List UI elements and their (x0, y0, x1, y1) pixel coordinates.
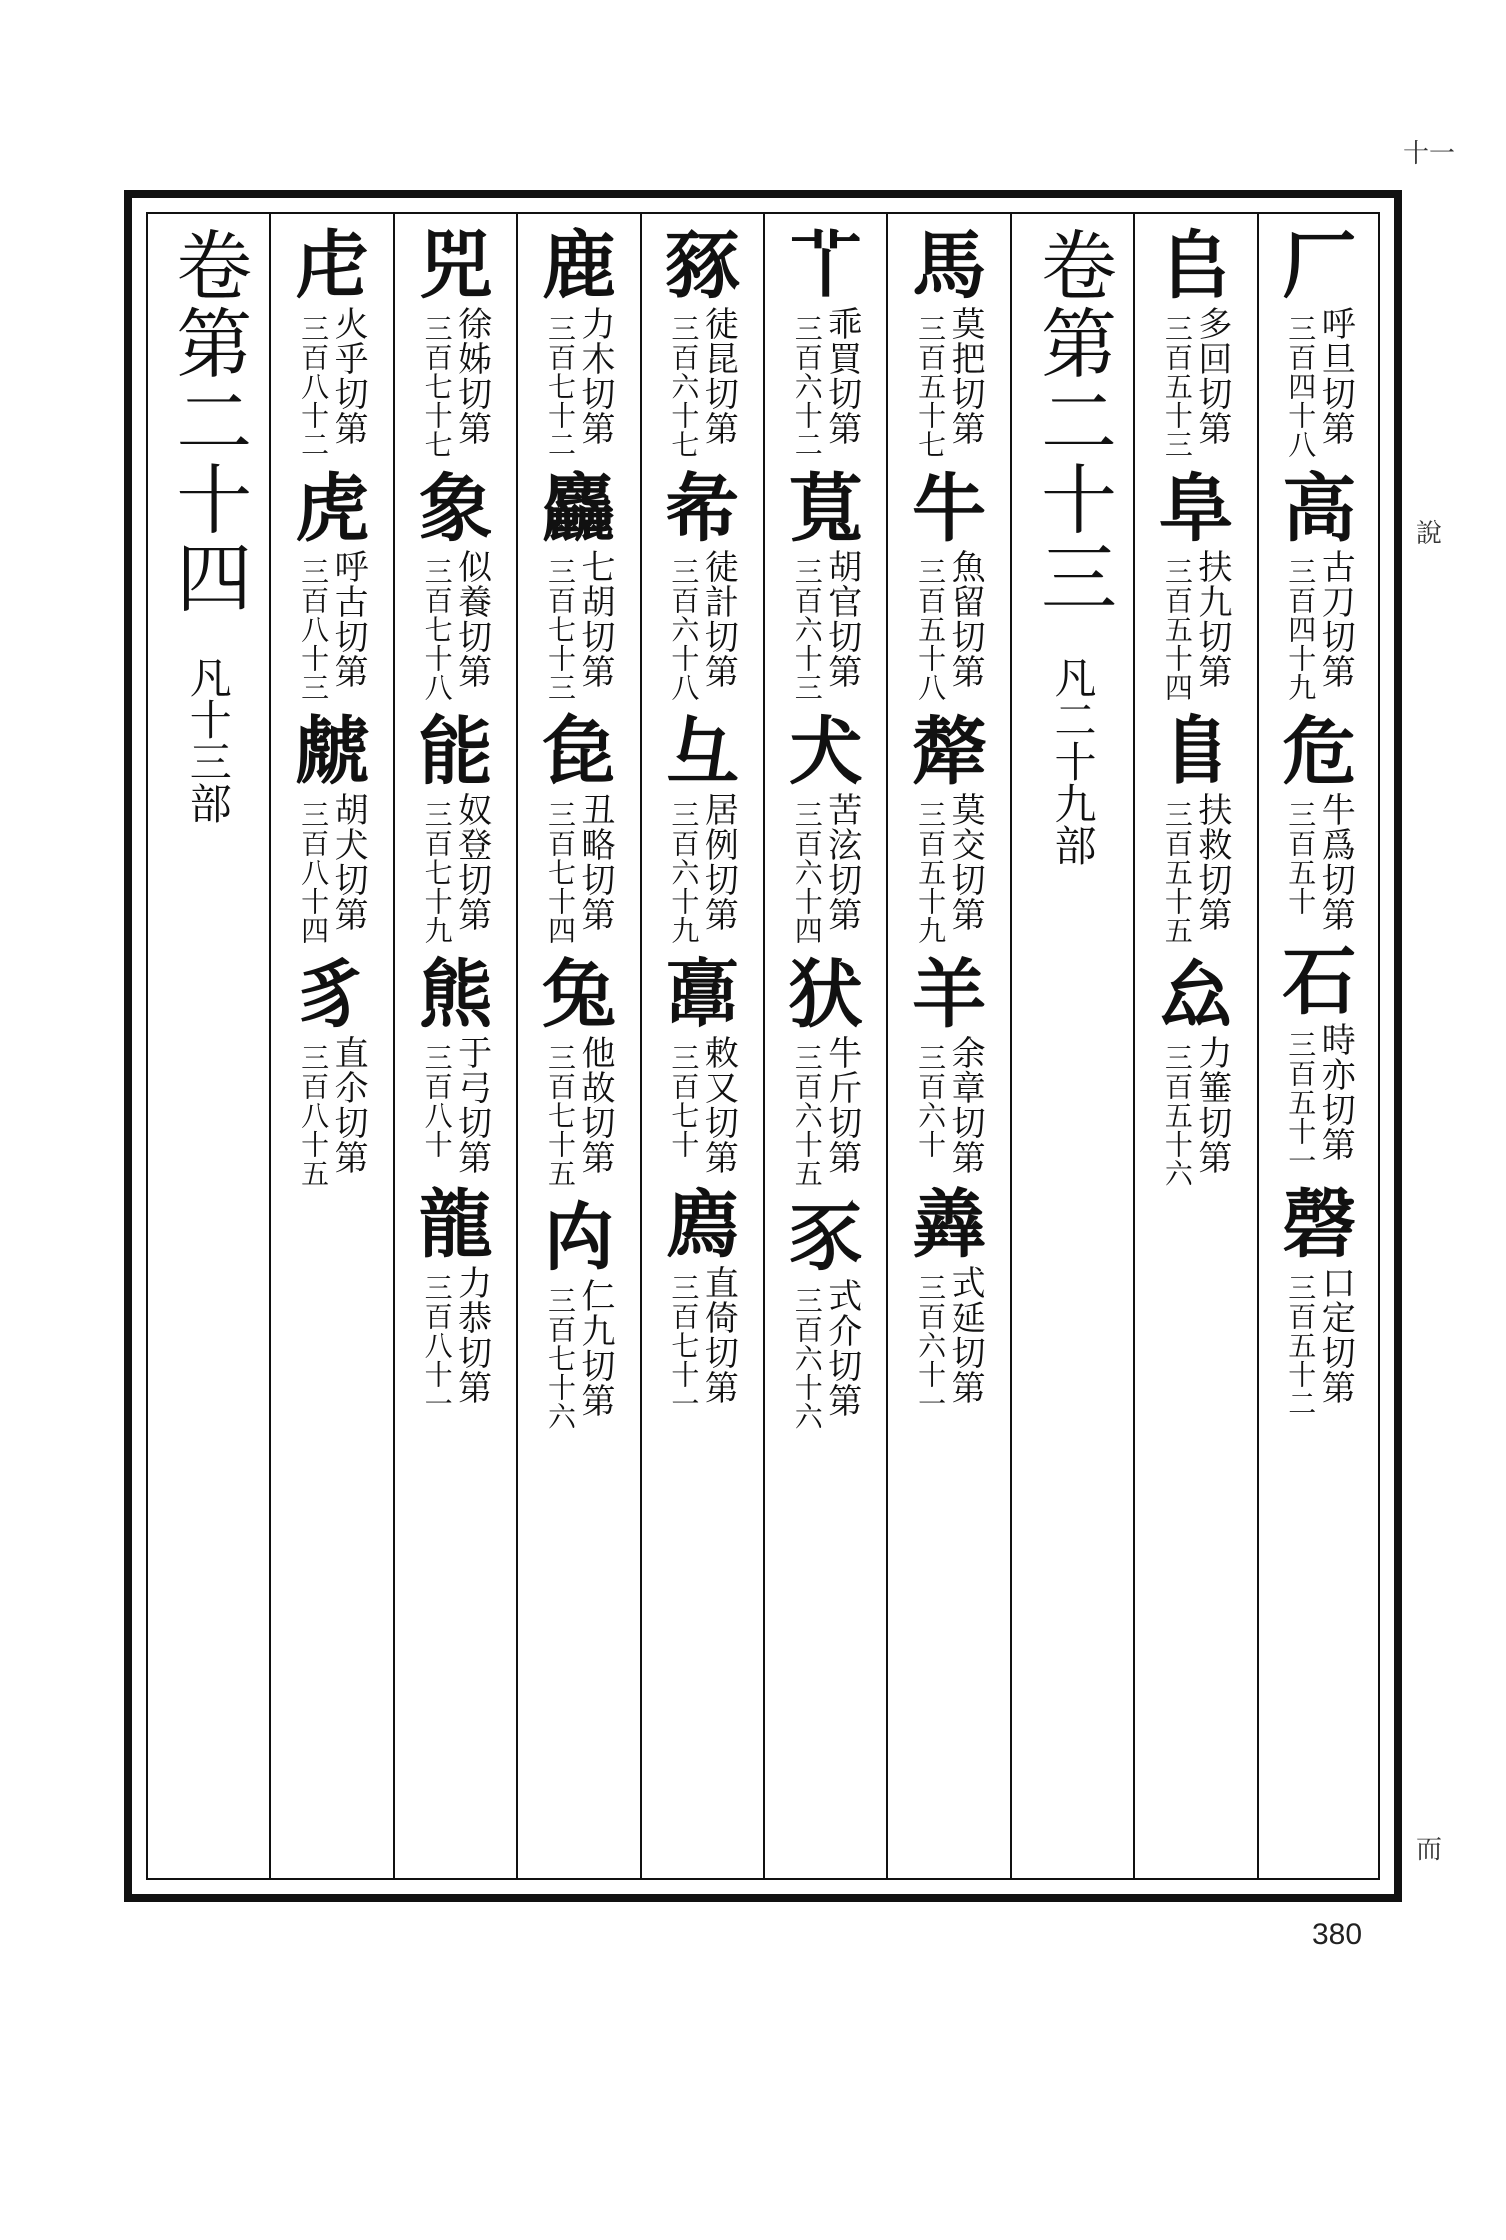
radical-column (640, 212, 763, 1880)
volume-radical-count: 凡十三部 (183, 656, 233, 824)
radical-entry (912, 1182, 987, 1418)
radical-ordinal: 三百六十二 (790, 314, 824, 459)
radical-ordinal: 三百五十八 (914, 557, 948, 702)
radical-annotation (914, 549, 984, 702)
fanqie-reading: 似養切第 (451, 549, 492, 689)
radical-character: 牛 (912, 466, 987, 552)
radical-character: 廌 (665, 1182, 740, 1268)
fanqie-reading: 于弓切第 (451, 1035, 492, 1175)
radical-annotation (1284, 306, 1354, 459)
radical-ordinal: 三百八十三 (297, 557, 331, 702)
radical-ordinal: 三百七十六 (543, 1286, 577, 1431)
radical-entry (418, 223, 493, 459)
radical-entry (1158, 952, 1233, 1188)
fanqie-reading: 奴登切第 (451, 792, 492, 932)
radical-character: 㲋 (541, 709, 616, 795)
radical-entry (788, 709, 863, 945)
radical-ordinal: 三百五十二 (1284, 1273, 1318, 1418)
radical-annotation (544, 1035, 614, 1188)
fanqie-reading: 力箠切第 (1191, 1035, 1232, 1175)
radical-annotation (791, 1035, 861, 1188)
radical-ordinal: 三百七十四 (543, 800, 577, 945)
radical-entry (295, 952, 370, 1188)
radical-annotation (791, 1278, 861, 1431)
fanqie-reading: 丑略切第 (574, 792, 615, 932)
radical-entry (418, 709, 493, 945)
radical-column (516, 212, 639, 1880)
edge-mark-bottom: 而 (1415, 1835, 1442, 1865)
radical-column (886, 212, 1009, 1880)
radical-ordinal: 三百五十三 (1160, 314, 1194, 459)
radical-annotation (1284, 549, 1354, 702)
radical-character: 豸 (295, 952, 370, 1038)
fanqie-reading: 莫交切第 (945, 792, 986, 932)
radical-character: 𠂤 (1158, 223, 1233, 309)
fanqie-reading: 居例切第 (698, 792, 739, 932)
radical-entry (418, 952, 493, 1175)
radical-annotation (914, 306, 984, 459)
radical-character: 虍 (295, 223, 370, 309)
radical-ordinal: 三百五十六 (1160, 1043, 1194, 1188)
fanqie-reading: 魚留切第 (945, 549, 986, 689)
volume-header-column (146, 212, 269, 1880)
radical-column (1133, 212, 1256, 1880)
radical-annotation (667, 549, 737, 702)
fanqie-reading: 直倚切第 (698, 1265, 739, 1405)
radical-ordinal: 三百五十一 (1284, 1030, 1318, 1175)
radical-entry (541, 223, 616, 459)
radical-entry (541, 466, 616, 702)
edge-mark-middle: 說 (1415, 519, 1442, 549)
radical-character: 鹿 (541, 223, 616, 309)
fanqie-reading: 徒昆切第 (698, 306, 739, 446)
radical-ordinal: 三百六十一 (914, 1273, 948, 1418)
radical-entry (1282, 939, 1357, 1175)
radical-annotation (421, 1265, 491, 1418)
radical-ordinal: 三百六十九 (667, 800, 701, 945)
radical-entry (912, 709, 987, 945)
volume-title: 卷第二十三 (1028, 226, 1118, 616)
radical-annotation (1161, 792, 1231, 945)
radical-annotation (1284, 1265, 1354, 1418)
radical-annotation (914, 1265, 984, 1418)
radical-column (1257, 212, 1380, 1880)
radical-character: 阜 (1158, 466, 1233, 552)
radical-entry (295, 466, 370, 702)
radical-character: 象 (418, 466, 493, 552)
fanqie-reading: 牛斤切第 (821, 1035, 862, 1175)
radical-entry (788, 1195, 863, 1431)
radical-ordinal: 三百四十八 (1284, 314, 1318, 459)
radical-ordinal: 三百八十 (420, 1043, 454, 1159)
edge-mark-top: 十一 (1402, 139, 1455, 169)
radical-index-columns (146, 212, 1380, 1880)
radical-annotation (297, 792, 367, 945)
radical-entry (665, 1182, 740, 1418)
fanqie-reading: 直尒切第 (328, 1035, 369, 1175)
radical-ordinal: 三百六十五 (790, 1043, 824, 1188)
radical-ordinal: 三百五十五 (1160, 800, 1194, 945)
fanqie-reading: 徐姊切第 (451, 306, 492, 446)
radical-column (393, 212, 516, 1880)
fanqie-reading: 力木切第 (574, 306, 615, 446)
radical-annotation (1161, 549, 1231, 702)
fanqie-reading: 胡官切第 (821, 549, 862, 689)
fanqie-reading: 扶九切第 (1191, 549, 1232, 689)
fanqie-reading: 莫把切第 (945, 306, 986, 446)
radical-entry (295, 709, 370, 945)
radical-character: 禸 (541, 1195, 616, 1281)
radical-ordinal: 三百七十二 (543, 314, 577, 459)
fanqie-reading: 余章切第 (945, 1035, 986, 1175)
radical-ordinal: 三百八十四 (297, 800, 331, 945)
radical-entry (418, 466, 493, 702)
fanqie-reading: 仁九切第 (574, 1278, 615, 1418)
fanqie-reading: 古刀切第 (1315, 549, 1356, 689)
radical-annotation (1161, 306, 1231, 459)
radical-ordinal: 三百五十九 (914, 800, 948, 945)
radical-entry (418, 1182, 493, 1418)
radical-character: 麤 (541, 466, 616, 552)
fanqie-reading: 式延切第 (945, 1265, 986, 1405)
radical-annotation (421, 1035, 491, 1175)
radical-entry (1282, 709, 1357, 932)
radical-ordinal: 三百六十 (914, 1043, 948, 1159)
fanqie-reading: 呼古切第 (328, 549, 369, 689)
radical-ordinal: 三百五十 (1284, 800, 1318, 916)
radical-annotation (914, 792, 984, 945)
radical-annotation (667, 1265, 737, 1418)
radical-character: 羊 (912, 952, 987, 1038)
radical-annotation (1284, 1022, 1354, 1175)
radical-entry (912, 952, 987, 1175)
radical-ordinal: 三百七十七 (420, 314, 454, 459)
radical-entry (788, 466, 863, 702)
fanqie-reading: 式介切第 (821, 1278, 862, 1418)
radical-ordinal: 三百六十三 (790, 557, 824, 702)
radical-annotation (297, 306, 367, 459)
page-number: 380 (1312, 1918, 1363, 1951)
radical-column (269, 212, 392, 1880)
radical-ordinal: 三百八十一 (420, 1273, 454, 1418)
radical-entry (665, 466, 740, 702)
radical-entry (665, 223, 740, 459)
fanqie-reading: 火乎切第 (328, 306, 369, 446)
fanqie-reading: 苦泫切第 (821, 792, 862, 932)
fanqie-reading: 徒計切第 (698, 549, 739, 689)
radical-entry (912, 223, 987, 459)
radical-character: 彑 (665, 709, 740, 795)
radical-entry (541, 1195, 616, 1431)
radical-entry (541, 709, 616, 945)
radical-character: 犛 (912, 709, 987, 795)
radical-annotation (297, 1035, 367, 1188)
radical-ordinal: 三百五十七 (914, 314, 948, 459)
radical-ordinal: 三百七十八 (420, 557, 454, 702)
radical-column (763, 212, 886, 1880)
radical-character: 石 (1282, 939, 1357, 1025)
radical-ordinal: 三百六十六 (790, 1286, 824, 1431)
radical-character: 𨸏 (1158, 709, 1233, 795)
fanqie-reading: 胡犬切第 (328, 792, 369, 932)
radical-ordinal: 三百七十一 (667, 1273, 701, 1418)
radical-ordinal: 三百四十九 (1284, 557, 1318, 702)
radical-entry (1282, 223, 1357, 459)
radical-character: 磬 (1282, 1182, 1357, 1268)
radical-entry (295, 223, 370, 459)
radical-ordinal: 三百六十七 (667, 314, 701, 459)
radical-character: 萈 (788, 466, 863, 552)
radical-character: 㣇 (665, 466, 740, 552)
radical-character: 豩 (665, 223, 740, 309)
radical-character: 厽 (1158, 952, 1233, 1038)
fanqie-reading: 多回切第 (1191, 306, 1232, 446)
radical-character: 危 (1282, 709, 1357, 795)
radical-annotation (791, 792, 861, 945)
radical-entry (1282, 1182, 1357, 1418)
radical-annotation (544, 1278, 614, 1431)
volume-radical-count: 凡二十九部 (1048, 656, 1098, 866)
radical-entry (912, 466, 987, 702)
radical-character: 高 (1282, 466, 1357, 552)
radical-entry (788, 952, 863, 1188)
radical-entry (665, 709, 740, 945)
radical-entry (1158, 466, 1233, 702)
radical-ordinal: 三百七十 (667, 1043, 701, 1159)
radical-annotation (421, 549, 491, 702)
radical-entry (1158, 709, 1233, 945)
radical-character: 兕 (418, 223, 493, 309)
radical-ordinal: 三百六十四 (790, 800, 824, 945)
radical-annotation (791, 549, 861, 702)
radical-character: 𦫳 (788, 223, 863, 309)
volume-header-column (1010, 212, 1133, 1880)
radical-annotation (1284, 792, 1354, 932)
radical-ordinal: 三百七十九 (420, 800, 454, 945)
radical-character: 兔 (541, 952, 616, 1038)
radical-ordinal: 三百七十三 (543, 557, 577, 702)
radical-character: 虎 (295, 466, 370, 552)
radical-character: 熊 (418, 952, 493, 1038)
radical-entry (1282, 466, 1357, 702)
radical-annotation (421, 792, 491, 945)
radical-ordinal: 三百八十二 (297, 314, 331, 459)
radical-character: 𩫖 (665, 952, 740, 1038)
radical-annotation (667, 1035, 737, 1175)
radical-entry (541, 952, 616, 1188)
fanqie-reading: 扶救切第 (1191, 792, 1232, 932)
fanqie-reading: 乖買切第 (821, 306, 862, 446)
radical-annotation (544, 792, 614, 945)
fanqie-reading: 力恭切第 (451, 1265, 492, 1405)
radical-entry (665, 952, 740, 1175)
radical-annotation (791, 306, 861, 459)
radical-annotation (544, 549, 614, 702)
radical-character: 厂 (1282, 223, 1357, 309)
radical-character: 犾 (788, 952, 863, 1038)
radical-annotation (297, 549, 367, 702)
radical-ordinal: 三百六十八 (667, 557, 701, 702)
radical-character: 豕 (788, 1195, 863, 1281)
radical-annotation (914, 1035, 984, 1175)
radical-annotation (1161, 1035, 1231, 1188)
fanqie-reading: 敕又切第 (698, 1035, 739, 1175)
radical-character: 虤 (295, 709, 370, 795)
radical-entry (788, 223, 863, 459)
radical-annotation (544, 306, 614, 459)
radical-ordinal: 三百七十五 (543, 1043, 577, 1188)
fanqie-reading: 呼旦切第 (1315, 306, 1356, 446)
radical-ordinal: 三百八十五 (297, 1043, 331, 1188)
volume-title: 卷第二十四 (163, 226, 253, 616)
radical-annotation (667, 306, 737, 459)
radical-ordinal: 三百五十四 (1160, 557, 1194, 702)
fanqie-reading: 牛爲切第 (1315, 792, 1356, 932)
radical-character: 能 (418, 709, 493, 795)
radical-character: 龍 (418, 1182, 493, 1268)
radical-character: 馬 (912, 223, 987, 309)
radical-character: 羴 (912, 1182, 987, 1268)
radical-annotation (667, 792, 737, 945)
fanqie-reading: 七胡切第 (574, 549, 615, 689)
fanqie-reading: 口定切第 (1315, 1265, 1356, 1405)
radical-character: 犬 (788, 709, 863, 795)
radical-annotation (421, 306, 491, 459)
fanqie-reading: 他故切第 (574, 1035, 615, 1175)
radical-entry (1158, 223, 1233, 459)
fanqie-reading: 時亦切第 (1315, 1022, 1356, 1162)
